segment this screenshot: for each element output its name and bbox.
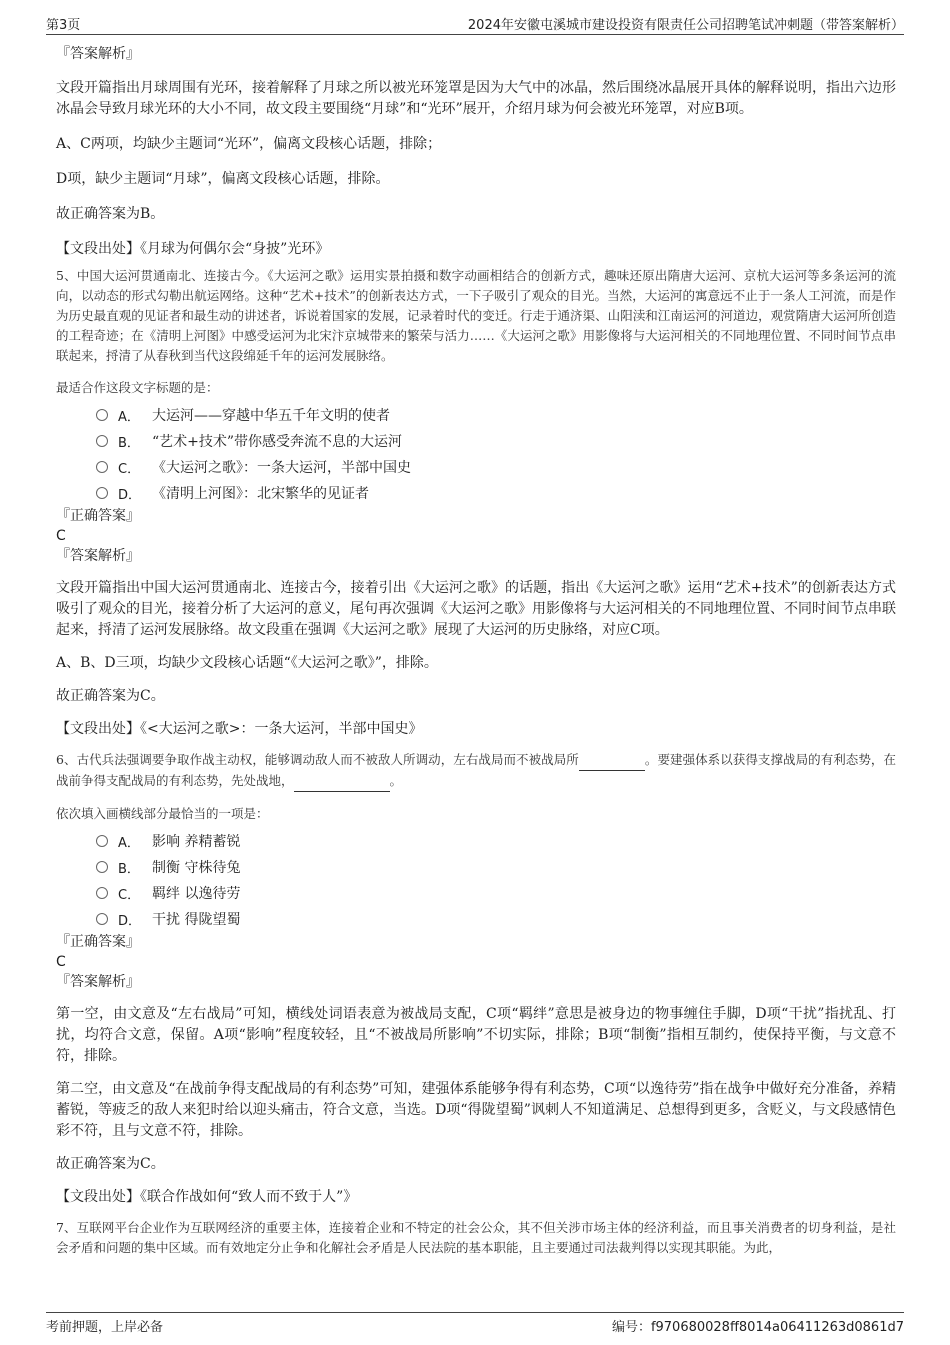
- q6-options: [96, 828, 896, 932]
- q7-stem: 7、互联网平台企业作为互联网经济的重要主体，连接着企业和不特定的社会公众，其不但关涉市场主体的经济利益，而且事关消费者的切身利益，是社会矛盾和问题的集中区域。而有效地定分止争和化解社会矛盾是人民法院的基本职能，且主要通过司法裁判得以实现其职能。为此，: [56, 1220, 896, 1255]
- q6-option-d[interactable]: D． 干扰 得陇望蜀: [96, 906, 896, 932]
- page-content: [56, 44, 896, 1258]
- q5-option-c[interactable]: C． 《大运河之歌》：一条大运河，半部中国史: [96, 454, 896, 480]
- radio-icon[interactable]: [96, 835, 108, 847]
- radio-icon[interactable]: [96, 461, 108, 473]
- q4-elimination-2: D项，缺少主题词“月球”，偏离文段核心话题，排除。: [56, 171, 390, 187]
- q6-option-c[interactable]: C． 羁绊 以逸待劳: [96, 880, 896, 906]
- q5-source: 【文段出处】《<大运河之歌>：一条大运河，半部中国史》: [56, 721, 423, 737]
- footer-slogan: 考前押题，上岸必备: [46, 1320, 164, 1335]
- q5-analysis-label: 『答案解析』: [56, 548, 140, 564]
- q6-option-a[interactable]: A． 影响 养精蓄锐: [96, 828, 896, 854]
- q4-analysis: 文段开篇指出月球周围有光环，接着解释了月球之所以被光环笼罩是因为大气中的冰晶，然后围绕冰晶展开具体的解释说明，指出六边形冰晶会导致月球光环的大小不同，故文段主要围绕“月球”和“光环”展开，介绍月球为何会被光环笼罩，对应B项。: [56, 80, 896, 117]
- q4-source: 【文段出处】《月球为何偶尔会“身披”光环》: [56, 241, 330, 257]
- q6-source: 【文段出处】《联合作战如何“致人而不致于人”》: [56, 1189, 358, 1205]
- q6-option-b[interactable]: B． 制衡 守株待兔: [96, 854, 896, 880]
- q5-elimination: A、B、D三项，均缺少文段核心话题“《大运河之歌》”，排除。: [56, 655, 438, 671]
- page-footer: [46, 1312, 904, 1335]
- q5-analysis: 文段开篇指出中国大运河贯通南北、连接古今，接着引出《大运河之歌》的话题，指出《大运河之歌》运用“艺术+技术”的创新表达方式吸引了观众的目光，接着分析了大运河的意义，尾句再次强调《大运河之歌》用影像将与大运河相关的不同地理位置、不同时间节点串联起来，捋清了运河发展脉络。故文段重在强调《大运河之歌》展现了大运河的历史脉络，对应C项。: [56, 580, 896, 638]
- q5-option-d[interactable]: D． 《清明上河图》：北宋繁华的见证者: [96, 480, 896, 506]
- blank-2: [294, 771, 390, 792]
- q5-options: [96, 402, 896, 506]
- q4-elimination-1: A、C两项，均缺少主题词“光环”，偏离文段核心话题，排除；: [56, 136, 442, 152]
- document-id: 编号：f970680028ff8014a06411263d0861d7: [611, 1320, 904, 1335]
- radio-icon[interactable]: [96, 887, 108, 899]
- q4-analysis-label: 『答案解析』: [56, 46, 140, 62]
- radio-icon[interactable]: [96, 861, 108, 873]
- radio-icon[interactable]: [96, 487, 108, 499]
- q6-answer: C: [56, 954, 66, 970]
- radio-icon[interactable]: [96, 435, 108, 447]
- q5-stem: 5、中国大运河贯通南北、连接古今。《大运河之歌》运用实景拍摄和数字动画相结合的创新方式，趣味还原出隋唐大运河、京杭大运河等多条运河的流向，以动态的形式勾勒出航运网络。这种“艺术+技术”的创新表达方式，一下子吸引了观众的目光。当然，大运河的寓意远不止于一条人工河流，而是作为历史最直观的见证者和最生动的讲述者，诉说着国家的发展，记录着时代的变迁。行走于通济渠、山阳渎和江南运河的河道边，观赏隋唐大运河所创造的工程奇迹；在《清明上河图》中感受运河为北宋汴京城带来的繁荣与活力……《大运河之歌》用影像将与大运河相关的不同地理位置、不同时间节点串联起来，捋清了从春秋到当代这段绵延千年的运河发展脉络。: [56, 268, 896, 363]
- q5-option-a[interactable]: A． 大运河——穿越中华五千年文明的使者: [96, 402, 896, 428]
- q6-analysis-1: 第一空，由文意及“左右战局”可知，横线处词语表意为被战局支配，C项“羁绊”意思是被身边的物事缠住手脚，D项“干扰”指扰乱、打扰，均符合文意，保留。A项“影响”程度较轻，且“不被战局所影响”不切实际，排除；B项“制衡”指相互制约，使保持平衡，与文意不符，排除。: [56, 1006, 896, 1064]
- page-number: 第3页: [46, 18, 81, 33]
- q5-answer: C: [56, 528, 66, 544]
- radio-icon[interactable]: [96, 913, 108, 925]
- q5-answer-label: 『正确答案』: [56, 508, 140, 524]
- q6-stem: 6、古代兵法强调要争取作战主动权，能够调动敌人而不被敌人所调动，左右战局而不被战局所 。要建强体系以获得支撑战局的有利态势，在战前争得支配战局的有利态势，先处战地， 。: [56, 750, 896, 792]
- q6-analysis-2: 第二空，由文意及“在战前争得支配战局的有利态势”可知，建强体系能够争得有利态势，C项“以逸待劳”指在战争中做好充分准备，养精蓄锐，等疲乏的敌人来犯时给以迎头痛击，符合文意，当选。D项“得陇望蜀”讽刺人不知道满足、总想得到更多，含贬义，与文段感情色彩不符，且与文意不符，排除。: [56, 1081, 896, 1139]
- q6-conclusion: 故正确答案为C。: [56, 1156, 165, 1172]
- q4-conclusion: 故正确答案为B。: [56, 206, 165, 222]
- radio-icon[interactable]: [96, 409, 108, 421]
- q5-question: 最适合作这段文字标题的是：: [56, 380, 219, 395]
- q5-option-b[interactable]: B． “艺术+技术”带你感受奔流不息的大运河: [96, 428, 896, 454]
- q5-conclusion: 故正确答案为C。: [56, 688, 165, 704]
- q6-analysis-label: 『答案解析』: [56, 974, 140, 990]
- q6-question: 依次填入画横线部分最恰当的一项是：: [56, 806, 269, 821]
- page-header: [46, 14, 904, 35]
- q6-answer-label: 『正确答案』: [56, 934, 140, 950]
- document-title: 2024年安徽屯溪城市建设投资有限责任公司招聘笔试冲刺题（带答案解析）: [467, 18, 904, 33]
- blank-1: [579, 750, 645, 771]
